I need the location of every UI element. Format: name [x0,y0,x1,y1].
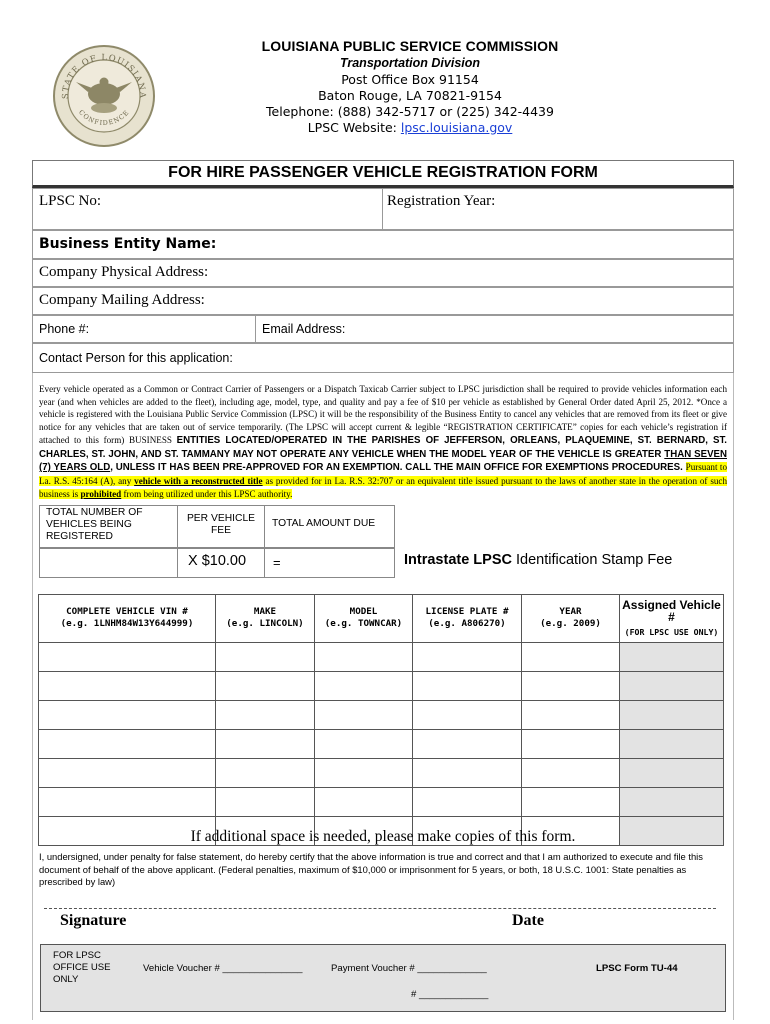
vehicle-table-header [39,595,724,643]
contact-person-label: Contact Person for this application: [39,351,233,365]
seven-years-text: THAN SEVEN (7) YEARS OLD [39,448,727,474]
registration-instructions [39,383,727,500]
office-use-box [40,944,726,1012]
assigned-vehicle-header: Assigned Vehicle # (FOR LPSC USE ONLY) [620,595,724,643]
make-header: MAKE (e.g. LINCOLN) [216,595,315,643]
instructions-text: Every vehicle operated as a Common or Contract Carrier of Passengers or a Dispatch Taxicab Carrier subject to LPSC jurisdiction shall be required to provide vehicles information each year (and when vehicles are added to the fleet), including age, model, type, and quality and pay a fee of $10 per vehicle as established by General Order dated April 25, 2012. *Once a vehicle is registered with the Louisiana Public Service Commission (LPSC) it will be the responsibility of the Business Entity to cancel any vehicles that are removed from its fleet or give notice for any vehicles that are taken out of service temporarily. (The LPSC will accept current & legible “REGISTRATION CERTIFICATE” copies for each vehicle’s registration if attached to this form) BUSINESS [39,384,727,445]
phone-label: Phone #: [39,322,90,336]
form-title: FOR HIRE PASSENGER VEHICLE REGISTRATION FORM [168,164,598,181]
commission-name: LOUISIANA PUBLIC SERVICE COMMISSION [261,38,559,54]
signature-line[interactable] [44,908,716,909]
louisiana-state-seal [52,44,156,148]
lpsc-no-label: LPSC No: [39,193,102,209]
year-header: YEAR (e.g. 2009) [522,595,620,643]
total-due-input[interactable] [264,548,395,578]
table-row [39,759,724,788]
additional-space-note: If additional space is needed, please make copies of this form. [190,828,576,845]
vin-header: COMPLETE VEHICLE VIN # (e.g. 1LNHM84W13Y644999) [39,595,216,643]
equals-sign: = [273,555,281,570]
city-address: Baton Rouge, LA 70821-9154 [318,88,502,103]
website-line [160,120,660,135]
seal-text-top: STATE OF LOUISIANA [59,51,149,100]
telephone: Telephone: (888) 342-5717 or (225) 342-4439 [266,104,554,119]
physical-address-label: Company Physical Address: [39,264,209,280]
total-due-label: TOTAL AMOUNT DUE [272,518,376,529]
exemption-text: , UNLESS IT HAS BEEN PRE-APPROVED FOR AN EXEMPTION. CALL THE MAIN OFFICE FOR EXEMPTIONS PROCEDURES. [110,462,686,474]
fee-amount: X $10.00 [188,553,247,569]
registration-year-label: Registration Year: [387,193,496,209]
date-label: Date [512,912,544,929]
total-vehicles-label: TOTAL NUMBER OF VEHICLES BEING REGISTERED [46,507,143,542]
website-link[interactable]: lpsc.louisiana.gov [400,120,513,135]
hash-field[interactable]: # _____________ [411,989,489,1000]
vehicle-voucher-field[interactable]: Vehicle Voucher # _______________ [143,963,303,974]
certification-statement: I, undersigned, under penalty for false statement, do hereby certify that the above information is true and correct and that I am authorized to execute and file this document of behalf of the above applicant. (Federal penalties, maximum of $10,000 or imprisonment for 5 years, or both, 18 U.S.C. 1001: State penalties as prescribed by law) [39,851,703,888]
table-row [39,788,724,817]
business-entity-label: Business Entity Name: [39,236,217,252]
table-row [39,701,724,730]
email-label: Email Address: [262,322,346,336]
payment-voucher-field[interactable]: Payment Voucher # _____________ [331,963,487,974]
website-label: LPSC Website: [307,120,401,135]
seal-text-bottom: CONFIDENCE [77,108,131,127]
division-name: Transportation Division [339,56,481,70]
model-header: MODEL (e.g. TOWNCAR) [315,595,413,643]
stamp-fee-label: Intrastate LPSC Identification Stamp Fee [404,552,673,568]
table-row [39,730,724,759]
mailing-address-label: Company Mailing Address: [39,292,205,308]
form-id: LPSC Form TU-44 [596,963,678,974]
reconstructed-title-note: Pursuant to La. R.S. 45:164 (A), any vehicle with a reconstructed title as provided for in La. R.S. 32:707 or an equivalent title issued pursuant to the laws of another state in the operation of such business is prohibited from being utilized under this LPSC authority. [39,462,727,499]
parish-restriction: ENTITIES LOCATED/OPERATED IN THE PARISHES OF JEFFERSON, ORLEANS, PLAQUEMINE, ST. BERNARD, ST. CHARLES, ST. JOHN, AND ST. TAMMANY MAY NOT OPERATE ANY VEHICLE WHEN THE MODEL YEAR OF THE VEHICLE IS GREATER [39,434,727,460]
po-box: Post Office Box 91154 [341,72,479,87]
table-row [39,672,724,701]
per-vehicle-label: PER VEHICLE FEE [186,513,256,536]
total-vehicles-input[interactable] [39,548,178,578]
vehicle-table [38,594,724,846]
table-row [39,643,724,672]
office-use-label: FOR LPSC OFFICE USE ONLY [53,950,111,985]
signature-label: Signature [60,912,127,929]
license-plate-header: LICENSE PLATE # (e.g. A806270) [413,595,522,643]
